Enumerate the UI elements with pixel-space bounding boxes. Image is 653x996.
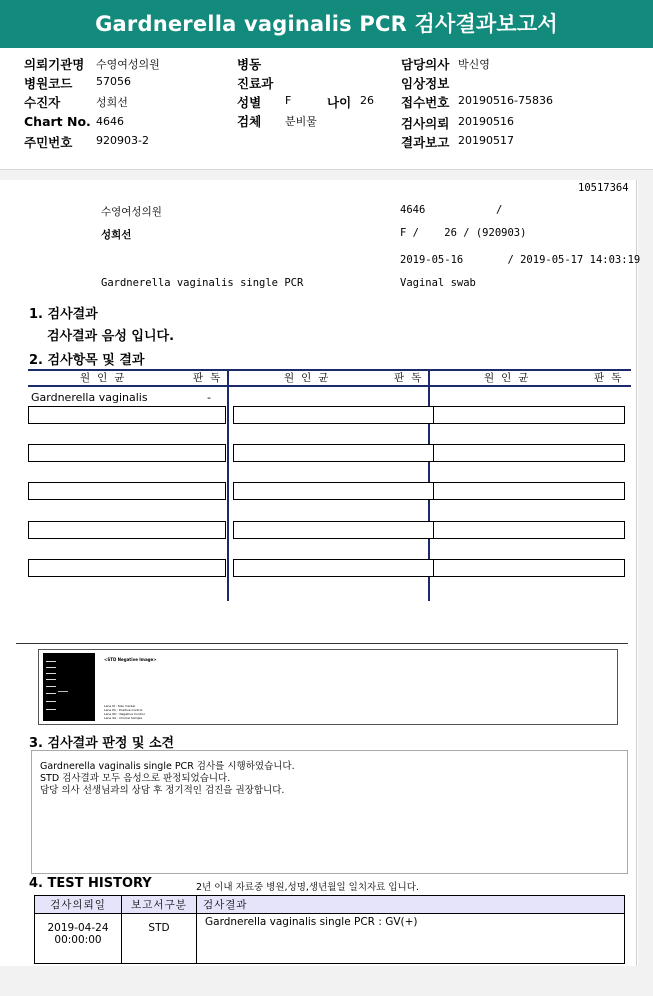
history-report-type: STD xyxy=(122,914,197,964)
col-header-judgement: 판독 xyxy=(193,372,228,384)
report-dates: 2019-05-16 / 2019-05-17 14:03:19 xyxy=(400,254,641,266)
result-cell xyxy=(28,559,226,577)
opinion-line: STD 검사결과 모두 음성으로 판정되었습니다. xyxy=(40,773,231,784)
report-specimen: Vaginal swab xyxy=(400,277,476,289)
label-resident-number: 주민번호 xyxy=(24,135,73,150)
gel-image-caption: <STD Negative Image> xyxy=(104,657,157,662)
value-requesting-institution: 수영여성의원 xyxy=(96,58,160,71)
test-result-summary: 검사결과 음성 입니다. xyxy=(47,329,175,344)
label-receipt-number: 접수번호 xyxy=(401,95,450,110)
gel-legend-item: Lane M : Size marker xyxy=(104,704,136,708)
results-grid-divider xyxy=(227,369,229,601)
result-cell xyxy=(433,521,625,539)
gel-legend-item: Lane PC : Positive Control xyxy=(104,708,143,712)
col-header-judgement: 판독 xyxy=(394,372,429,384)
col-header-organism: 원인균 xyxy=(284,372,336,384)
value-attending-doctor: 박신영 xyxy=(458,58,490,71)
label-request-date: 검사의뢰 xyxy=(401,116,450,131)
result-cell xyxy=(28,521,226,539)
result-cell xyxy=(28,406,226,424)
history-header-request-date: 검사의뢰일 xyxy=(35,896,122,914)
value-hospital-code: 57056 xyxy=(96,75,131,88)
results-grid-header-border xyxy=(28,385,631,387)
result-cell xyxy=(28,444,226,462)
section-2-title: 2. 검사항목 및 결과 xyxy=(29,353,145,368)
result-cell xyxy=(28,482,226,500)
history-header-report-type: 보고서구분 xyxy=(122,896,197,914)
value-sex: F xyxy=(285,94,292,107)
label-sex: 성별 xyxy=(237,95,262,110)
section-1-title: 1. 검사결과 xyxy=(29,307,98,322)
label-attending-doctor: 담당의사 xyxy=(401,57,450,72)
table-row xyxy=(35,914,625,964)
label-clinical-info: 임상정보 xyxy=(401,76,450,91)
col-header-organism: 원인균 xyxy=(484,372,536,384)
report-title: Gardnerella vaginalis PCR 검사결과보고서 xyxy=(0,0,653,48)
organism-judgement: - xyxy=(207,391,211,404)
report-sex-age: F / 26 / (920903) xyxy=(400,227,527,239)
gel-electrophoresis-image xyxy=(43,653,95,721)
report-chart-separator: / xyxy=(496,204,503,216)
gel-legend-item: Lane NC : Negative Control xyxy=(104,712,145,716)
page-separator xyxy=(0,170,653,180)
value-request-date: 20190516 xyxy=(458,115,514,128)
result-cell xyxy=(433,406,625,424)
opinion-line: Gardnerella vaginalis single PCR 검사를 시행하였습니다. xyxy=(40,761,295,772)
value-receipt-number: 20190516-75836 xyxy=(458,94,553,107)
value-age: 26 xyxy=(360,94,374,107)
history-note: 2년 이내 자료중 병원,성명,생년월일 일치자료 입니다. xyxy=(196,882,419,893)
report-clinic: 수영여성의원 xyxy=(101,206,162,218)
value-patient: 성희선 xyxy=(96,96,128,109)
test-history-table xyxy=(34,895,625,964)
label-requesting-institution: 의뢰기관명 xyxy=(24,57,85,72)
label-hospital-code: 병원코드 xyxy=(24,76,73,91)
section-3-title: 3. 검사결과 판정 및 소견 xyxy=(29,736,175,751)
gel-legend-item: Lane SA : Clinical Sample xyxy=(104,716,143,720)
label-age: 나이 xyxy=(327,95,352,110)
report-chart-no: 4646 xyxy=(400,204,426,216)
gel-legend xyxy=(104,704,145,720)
report-test-name: Gardnerella vaginalis single PCR xyxy=(101,277,304,289)
history-date-cell xyxy=(35,914,122,964)
label-specimen: 검체 xyxy=(237,114,262,129)
report-number: 10517364 xyxy=(578,182,629,194)
history-time: 00:00:00 xyxy=(54,934,102,946)
label-department: 진료과 xyxy=(237,76,274,91)
result-cell xyxy=(433,482,625,500)
col-header-organism: 원인균 xyxy=(80,372,132,384)
value-report-date: 20190517 xyxy=(458,134,514,147)
value-chart-no: 4646 xyxy=(96,115,124,128)
label-ward: 병동 xyxy=(237,57,262,72)
divider-line xyxy=(16,643,628,644)
value-specimen: 분비물 xyxy=(285,115,317,128)
page-gutter xyxy=(638,180,653,966)
result-cell xyxy=(433,444,625,462)
label-patient: 수진자 xyxy=(24,95,61,110)
col-header-judgement: 판독 xyxy=(594,372,629,384)
history-result: Gardnerella vaginalis single PCR : GV(+) xyxy=(197,914,625,964)
value-resident-number: 920903-2 xyxy=(96,134,149,147)
history-header-result: 검사결과 xyxy=(197,896,625,914)
section-4-title: 4. TEST HISTORY xyxy=(29,876,152,891)
report-patient-name: 성희선 xyxy=(101,229,132,241)
patient-info-panel xyxy=(0,48,653,170)
label-report-date: 결과보고 xyxy=(401,135,450,150)
result-cell xyxy=(433,559,625,577)
opinion-line: 담당 의사 선생님과의 상담 후 정기적인 검진을 권장합니다. xyxy=(40,785,285,796)
label-chart-no: Chart No. xyxy=(24,114,91,129)
page-footer-space xyxy=(0,966,653,996)
organism-name: Gardnerella vaginalis xyxy=(31,391,148,404)
history-date: 2019-04-24 xyxy=(47,922,109,934)
